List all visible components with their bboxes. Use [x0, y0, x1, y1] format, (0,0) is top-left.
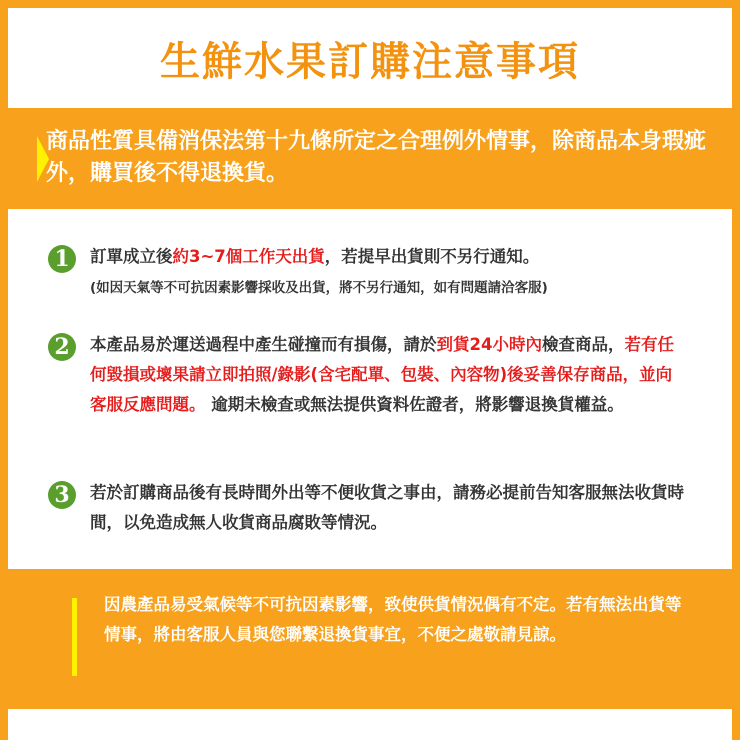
item-text-part: ，若提早出貨則不另行通知。	[324, 247, 540, 266]
item-text	[90, 330, 688, 420]
item-text: 若於訂購商品後有長時間外出等不便收貨之事由，請務必提前告知客服無法收貨時間，以免造成無人收貨商品腐敗等情況。	[90, 483, 684, 532]
list-item	[48, 478, 688, 538]
page-title: 生鮮水果訂購注意事項	[160, 37, 580, 85]
item-highlight: 到貨24小時內	[436, 335, 542, 354]
item-text	[90, 242, 688, 303]
item-number-badge: 2	[48, 333, 76, 361]
footer-marker-bar	[72, 598, 77, 676]
footer-text: 因農產品易受氣候等不可抗因素影響，致使供貨情況偶有不定。若有無法出貨等情事，將由客服人員與您聯繫退換貨事宜，不便之處敬請見諒。	[104, 595, 682, 644]
notice-text: 商品性質具備消保法第十九條所定之合理例外情事，除商品本身瑕疵外，購買後不得退換貨。	[46, 129, 707, 186]
item-number-badge: 1	[48, 245, 76, 273]
list-item	[48, 330, 688, 420]
item-text-part: 本產品易於運送過程中產生碰撞而有損傷，請於	[90, 335, 437, 354]
list-item	[48, 242, 688, 303]
item-note: (如因天氣等不可抗因素影響採收及出貨，將不另行通知，如有問題請洽客服)	[90, 280, 548, 296]
title-panel	[8, 8, 732, 108]
item-highlight: 約3~7個工作天出貨	[172, 247, 325, 266]
item-text-part: 逾期未檢查或無法提供資料佐證者，將影響退換貨權益。	[205, 395, 624, 414]
item-highlight: 若有任何毀損或壞果請立即拍照/錄影(含宅配單、包裝、內容物)後妥善保存商品，並向客服反應問題。	[90, 335, 674, 414]
item-text-part: 檢查商品，	[541, 335, 625, 354]
item-text-part: 訂單成立後	[90, 247, 173, 266]
item-number-badge: 3	[48, 481, 76, 509]
bottom-panel	[8, 709, 732, 740]
